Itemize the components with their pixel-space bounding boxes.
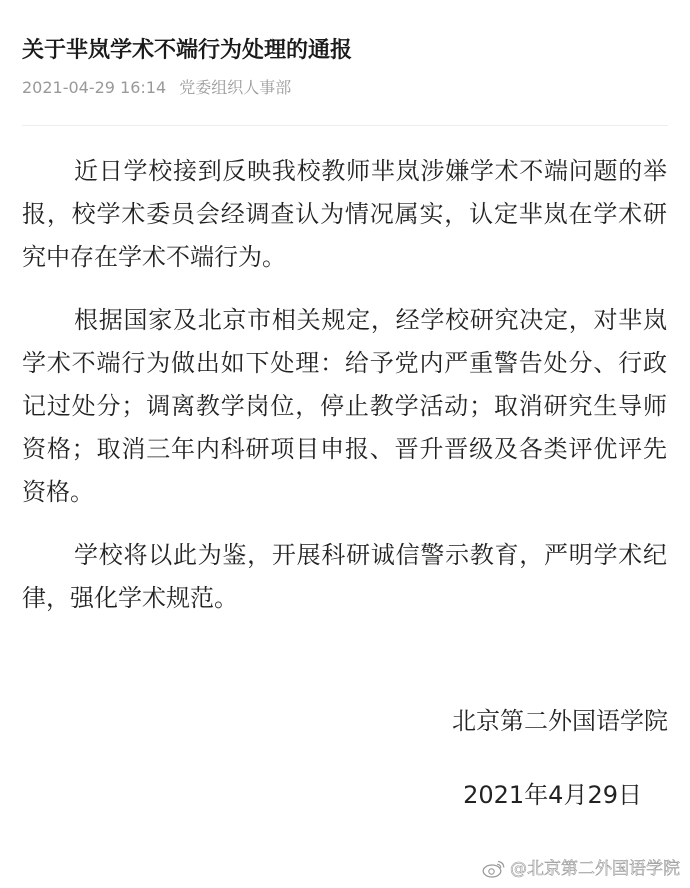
- paragraph-3: 学校将以此为鉴，开展科研诚信警示教育，严明学术纪律，强化学术规范。: [22, 541, 667, 612]
- article-body: [22, 150, 667, 640]
- weibo-watermark: [482, 858, 680, 880]
- publish-date: 2021-04-29 16:14: [22, 78, 167, 97]
- publisher-department: 党委组织人事部: [179, 78, 292, 97]
- article-title: 关于芈岚学术不端行为处理的通报: [22, 37, 353, 63]
- article-meta: [22, 76, 291, 100]
- weibo-icon: [482, 859, 506, 879]
- watermark-text: @北京第二外国语学院: [510, 859, 680, 879]
- signed-date: 2021年4月29日: [463, 781, 642, 809]
- paragraph-2: 根据国家及北京市相关规定，经学校研究决定，对芈岚学术不端行为做出如下处理：给予党内严重警告处分、行政记过处分；调离教学岗位，停止教学活动；取消研究生导师资格；取消三年内科研项目申报、晋升晋级及各类评优评先资格。: [22, 306, 667, 506]
- header-divider: [22, 125, 668, 126]
- signature: 北京第二外国语学院: [452, 707, 668, 735]
- paragraph-1: 近日学校接到反映我校教师芈岚涉嫌学术不端问题的举报，校学术委员会经调查认为情况属实，认定芈岚在学术研究中存在学术不端行为。: [22, 157, 667, 271]
